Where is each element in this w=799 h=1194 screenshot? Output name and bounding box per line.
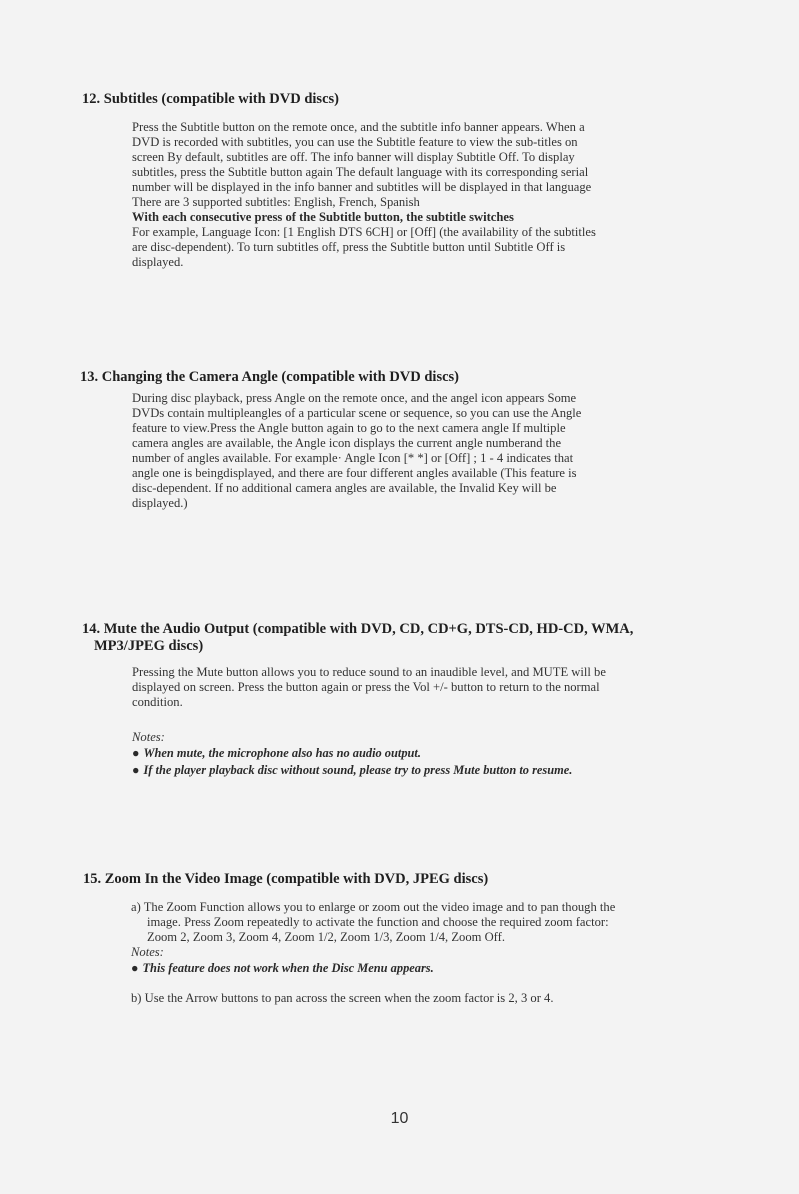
- body-line: feature to view.Press the Angle button again to go to the next camera angle If multiple: [132, 421, 566, 435]
- body-line: condition.: [132, 695, 183, 709]
- body-line: angle one is beingdisplayed, and there are four different angles available (This feature is: [132, 466, 577, 480]
- body-line-bold: With each consecutive press of the Subtitle button, the subtitle switches: [132, 210, 514, 224]
- body-line: displayed on screen. Press the button again or press the Vol +/- button to return to the normal: [132, 680, 600, 694]
- section-body: [132, 665, 633, 779]
- note-item: [132, 762, 633, 779]
- note-item: [132, 745, 633, 762]
- note-text: When mute, the microphone also has no audio output.: [143, 746, 421, 760]
- note-text: If the player playback disc without sound, please try to press Mute button to resume.: [143, 763, 573, 777]
- body-line: a) The Zoom Function allows you to enlarge or zoom out the video image and to pan though the: [131, 900, 616, 914]
- section-subtitles: [82, 91, 596, 270]
- note-text: This feature does not work when the Disc Menu appears.: [142, 961, 434, 975]
- section-camera-angle: [80, 369, 581, 511]
- body-line: DVDs contain multipleangles of a particular scene or sequence, so you can use the Angle: [132, 406, 582, 420]
- body-line: disc-dependent. If no additional camera angles are available, the Invalid Key will be: [132, 481, 557, 495]
- section-heading: 13. Changing the Camera Angle (compatible with DVD discs): [80, 369, 460, 385]
- body-line: DVD is recorded with subtitles, you can use the Subtitle feature to view the sub-titles on: [132, 135, 578, 149]
- body-line: For example, Language Icon: [1 English DTS 6CH] or [Off] (the availability of the subtitles: [132, 225, 596, 239]
- section-mute-audio: [82, 621, 633, 779]
- notes-title: Notes:: [132, 730, 165, 744]
- notes-title: Notes:: [131, 945, 164, 959]
- section-heading: 15. Zoom In the Video Image (compatible with DVD, JPEG discs): [83, 871, 489, 887]
- body-line: screen By default, subtitles are off. The info banner will display Subtitle Off. To display: [132, 150, 575, 164]
- body-line: number will be displayed in the info banner and subtitles will be displayed in that language: [132, 180, 592, 194]
- note-item: [131, 960, 615, 977]
- body-line: displayed.): [132, 496, 188, 510]
- page-number: 10: [390, 1110, 409, 1127]
- body-line: During disc playback, press Angle on the remote once, and the angel icon appears Some: [132, 391, 577, 405]
- section-body: [132, 391, 581, 511]
- section-heading-continued: MP3/JPEG discs): [94, 638, 204, 654]
- body-line: b) Use the Arrow buttons to pan across the screen when the zoom factor is 2, 3 or 4.: [131, 991, 554, 1005]
- bullet-icon: ●: [132, 763, 140, 777]
- body-line: are disc-dependent). To turn subtitles off, press the Subtitle button until Subtitle Off is: [132, 240, 566, 254]
- body-line: Zoom 2, Zoom 3, Zoom 4, Zoom 1/2, Zoom 1/3, Zoom 1/4, Zoom Off.: [147, 930, 505, 944]
- body-line: image. Press Zoom repeatedly to activate the function and choose the required zoom factor:: [147, 915, 609, 929]
- body-line: subtitles, press the Subtitle button again The default language with its corresponding serial: [132, 165, 589, 179]
- section-body: [131, 900, 615, 1006]
- body-line: number of angles available. For example· Angle Icon [* *] or [Off] ; 1 - 4 indicates that: [132, 451, 574, 465]
- bullet-icon: ●: [132, 746, 140, 760]
- body-line: Press the Subtitle button on the remote once, and the subtitle info banner appears. When a: [132, 120, 585, 134]
- section-heading: 14. Mute the Audio Output (compatible with DVD, CD, CD+G, DTS-CD, HD-CD, WMA,: [82, 621, 634, 637]
- body-line: Pressing the Mute button allows you to reduce sound to an inaudible level, and MUTE will be: [132, 665, 606, 679]
- section-zoom: [83, 871, 615, 1006]
- section-body: [132, 120, 596, 270]
- body-line: There are 3 supported subtitles: English, French, Spanish: [132, 195, 420, 209]
- bullet-icon: ●: [131, 961, 139, 975]
- body-line: displayed.: [132, 255, 184, 269]
- section-heading: 12. Subtitles (compatible with DVD discs): [82, 91, 339, 107]
- body-line: camera angles are available, the Angle icon displays the current angle numberand the: [132, 436, 562, 450]
